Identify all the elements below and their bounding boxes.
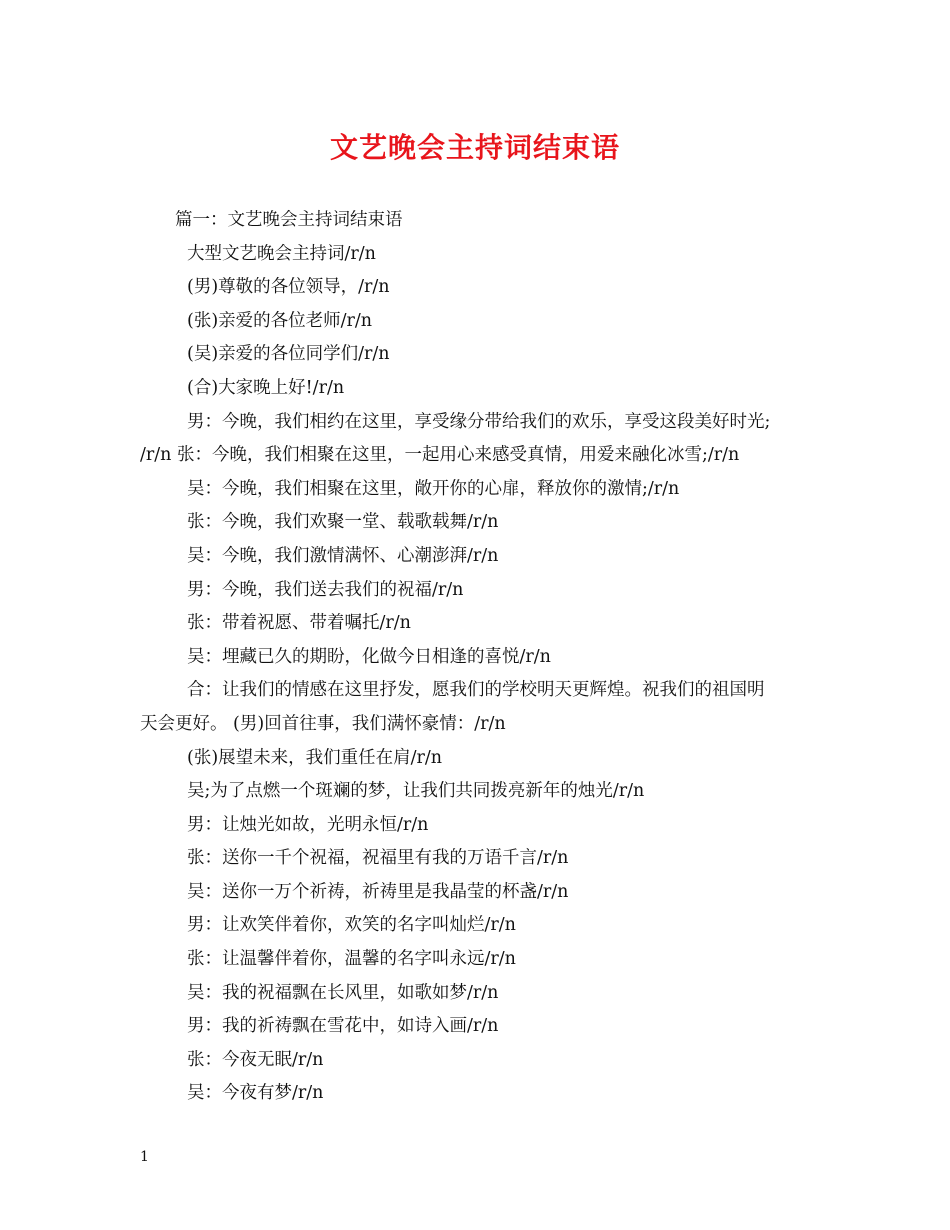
text-line: 张：今晚，我们欢聚一堂、载歌载舞/r/n — [187, 512, 499, 533]
text-line: 吴：埋藏已久的期盼，化做今日相逢的喜悦/r/n — [187, 646, 551, 667]
text-line: 男：让欢笑伴着你，欢笑的名字叫灿烂/r/n — [187, 915, 516, 936]
text-line: 男：今晚，我们相约在这里，享受缘分带给我们的欢乐，享受这段美好时光; — [187, 411, 771, 432]
text-line: 男：我的祈祷飘在雪花中，如诗入画/r/n — [187, 1016, 499, 1037]
text-line: 吴：今晚，我们相聚在这里，敞开你的心扉，释放你的激情;/r/n — [187, 478, 680, 499]
text-line: (张)展望未来，我们重任在肩/r/n — [187, 747, 443, 768]
page-number: 1 — [140, 1149, 149, 1165]
text-line: 吴;为了点燃一个斑斓的梦，让我们共同拨亮新年的烛光/r/n — [187, 781, 645, 802]
text-line: 张：带着祝愿、带着嘱托/r/n — [187, 613, 411, 634]
text-line: 大型文艺晚会主持词/r/n — [187, 243, 376, 264]
text-line: (男)尊敬的各位领导，/r/n — [187, 277, 390, 298]
text-line: 合：让我们的情感在这里抒发，愿我们的学校明天更辉煌。祝我们的祖国明 — [187, 680, 765, 701]
text-line: (吴)亲爱的各位同学们/r/n — [187, 344, 390, 365]
text-line: 男：让烛光如故，光明永恒/r/n — [187, 814, 429, 835]
text-line-continuation: /r/n 张：今晚，我们相聚在这里，一起用心来感受真情，用爱来融化冰雪;/r/n — [140, 445, 740, 466]
document-body — [140, 204, 820, 1111]
text-line: 吴：今夜有梦/r/n — [187, 1083, 324, 1104]
text-line: (张)亲爱的各位老师/r/n — [187, 310, 373, 331]
text-line: (合)大家晚上好!/r/n — [187, 377, 345, 398]
text-line: 吴：送你一万个祈祷，祈祷里是我晶莹的杯盏/r/n — [187, 881, 569, 902]
text-line: 男：今晚，我们送去我们的祝福/r/n — [187, 579, 464, 600]
text-line: 张：送你一千个祝福，祝福里有我的万语千言/r/n — [187, 848, 569, 869]
section-heading: 篇一：文艺晚会主持词结束语 — [175, 210, 403, 230]
text-line: 张：让温馨伴着你，温馨的名字叫永远/r/n — [187, 949, 516, 970]
text-line: 张：今夜无眠/r/n — [187, 1049, 324, 1070]
text-line: 吴：今晚，我们激情满怀、心潮澎湃/r/n — [187, 545, 499, 566]
text-line-continuation: 天会更好。 (男)回首往事，我们满怀豪情：/r/n — [140, 713, 506, 734]
document-title: 文艺晚会主持词结束语 — [329, 131, 620, 164]
text-line: 吴：我的祝福飘在长风里，如歌如梦/r/n — [187, 982, 499, 1003]
